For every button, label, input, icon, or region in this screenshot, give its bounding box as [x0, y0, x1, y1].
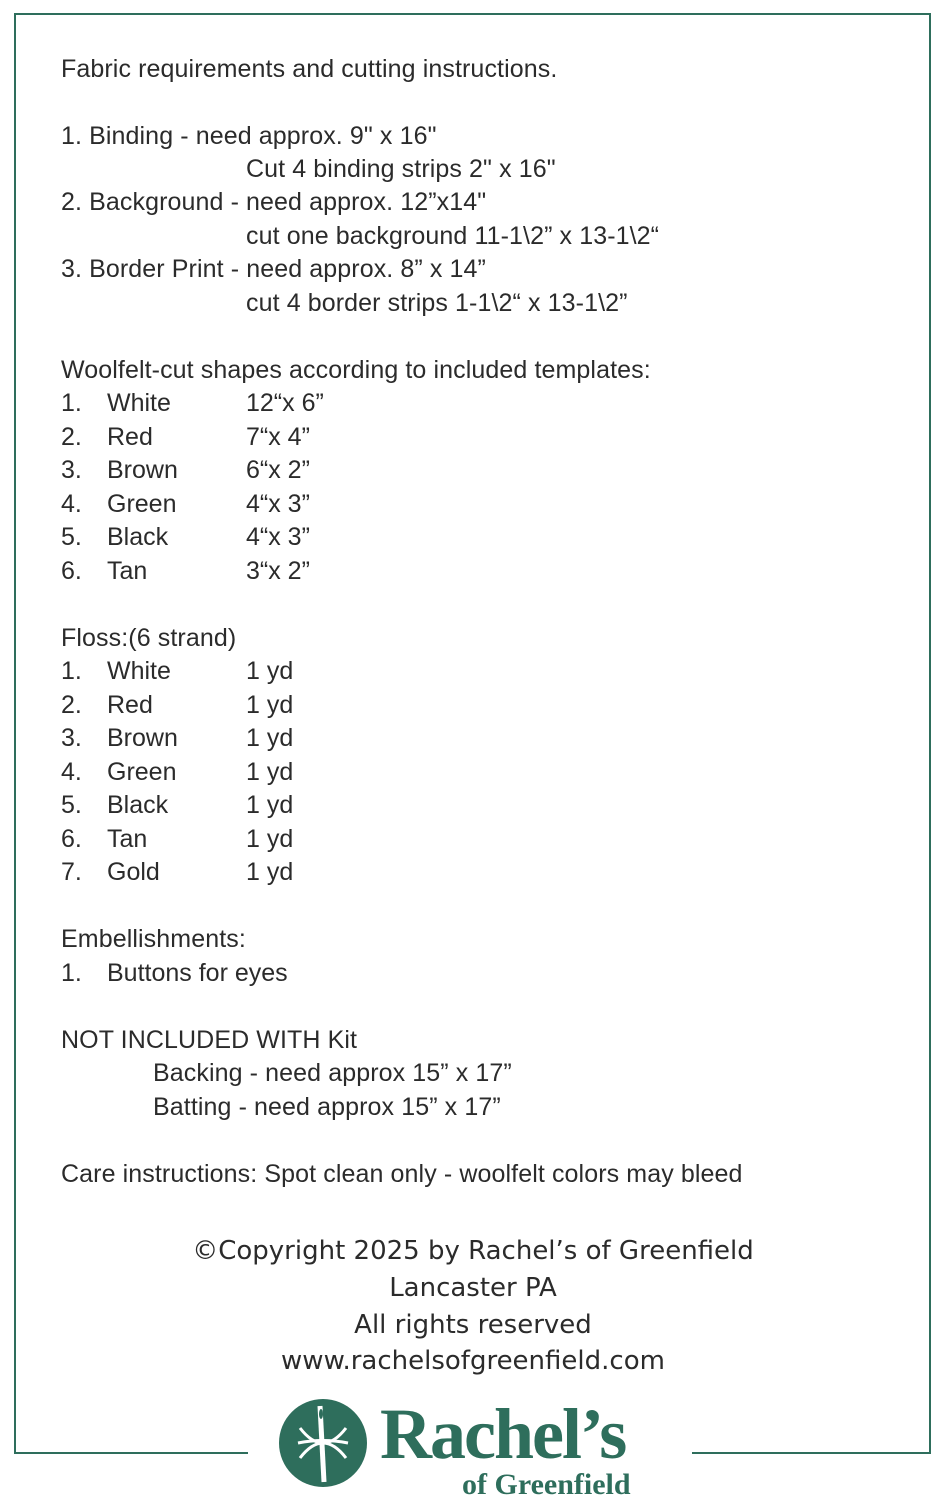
floss-num: 2.: [61, 691, 82, 719]
fabric-item-sub: Cut 4 binding strips 2" x 16": [246, 155, 556, 183]
location-line: Lancaster PA: [389, 1273, 557, 1303]
floss-num: 4.: [61, 758, 82, 786]
floss-color: Brown: [107, 724, 178, 752]
woolfelt-title: Woolfelt-cut shapes according to included templates:: [61, 356, 651, 384]
floss-color: Tan: [107, 825, 148, 853]
floss-title: Floss:(6 strand): [61, 624, 237, 652]
floss-qty: 1 yd: [246, 825, 294, 853]
floss-num: 3.: [61, 724, 82, 752]
woolfelt-size: 3“x 2”: [246, 557, 310, 585]
fabric-item-main: 3. Border Print - need approx. 8” x 14”: [61, 255, 486, 283]
floss-num: 5.: [61, 791, 82, 819]
fabric-item-sub: cut 4 border strips 1-1\2“ x 13-1\2”: [246, 289, 628, 317]
frame-border-bottom-right: [692, 1452, 931, 1454]
not-included-title: NOT INCLUDED WITH Kit: [61, 1026, 358, 1054]
floss-qty: 1 yd: [246, 858, 294, 886]
floss-color: Red: [107, 691, 153, 719]
floss-qty: 1 yd: [246, 791, 294, 819]
floss-qty: 1 yd: [246, 657, 294, 685]
page-heading: Fabric requirements and cutting instructions.: [61, 55, 558, 83]
woolfelt-num: 5.: [61, 523, 82, 551]
embellishment-item: Buttons for eyes: [107, 959, 288, 987]
floss-color: Gold: [107, 858, 160, 886]
floss-num: 7.: [61, 858, 82, 886]
copyright-line: ©Copyright 2025 by Rachel’s of Greenfield: [192, 1236, 754, 1266]
frame-border-bottom-left: [14, 1452, 248, 1454]
embellishment-num: 1.: [61, 959, 82, 987]
floss-num: 1.: [61, 657, 82, 685]
care-instructions: Care instructions: Spot clean only - woolfelt colors may bleed: [61, 1160, 743, 1188]
woolfelt-size: 7“x 4”: [246, 423, 310, 451]
floss-qty: 1 yd: [246, 724, 294, 752]
woolfelt-size: 6“x 2”: [246, 456, 310, 484]
woolfelt-color: Black: [107, 523, 169, 551]
not-included-item: Backing - need approx 15” x 17”: [153, 1059, 512, 1087]
woolfelt-size: 4“x 3”: [246, 490, 310, 518]
floss-color: Black: [107, 791, 169, 819]
fabric-item-main: 2. Background - need approx. 12”x14": [61, 188, 487, 216]
fabric-item-sub: cut one background 11-1\2” x 13-1\2“: [246, 222, 660, 250]
woolfelt-num: 3.: [61, 456, 82, 484]
floss-color: White: [107, 657, 171, 685]
rights-line: All rights reserved: [354, 1310, 592, 1340]
spool-needle-icon: [278, 1398, 368, 1488]
woolfelt-num: 2.: [61, 423, 82, 451]
floss-num: 6.: [61, 825, 82, 853]
woolfelt-color: Tan: [107, 557, 148, 585]
embellishments-title: Embellishments:: [61, 925, 246, 953]
logo-wordmark: Rachel’s: [380, 1394, 626, 1474]
not-included-item: Batting - need approx 15” x 17”: [153, 1093, 501, 1121]
woolfelt-color: Green: [107, 490, 177, 518]
floss-color: Green: [107, 758, 177, 786]
floss-qty: 1 yd: [246, 758, 294, 786]
fabric-item-main: 1. Binding - need approx. 9" x 16": [61, 122, 437, 150]
woolfelt-size: 4“x 3”: [246, 523, 310, 551]
woolfelt-color: White: [107, 389, 171, 417]
woolfelt-color: Red: [107, 423, 153, 451]
woolfelt-num: 1.: [61, 389, 82, 417]
woolfelt-num: 4.: [61, 490, 82, 518]
frame-border-top: [14, 13, 931, 15]
woolfelt-size: 12“x 6”: [246, 389, 324, 417]
woolfelt-color: Brown: [107, 456, 178, 484]
website-link[interactable]: www.rachelsofgreenfield.com: [281, 1346, 665, 1376]
logo-subtitle: of Greenfield: [462, 1468, 631, 1501]
woolfelt-num: 6.: [61, 557, 82, 585]
floss-qty: 1 yd: [246, 691, 294, 719]
